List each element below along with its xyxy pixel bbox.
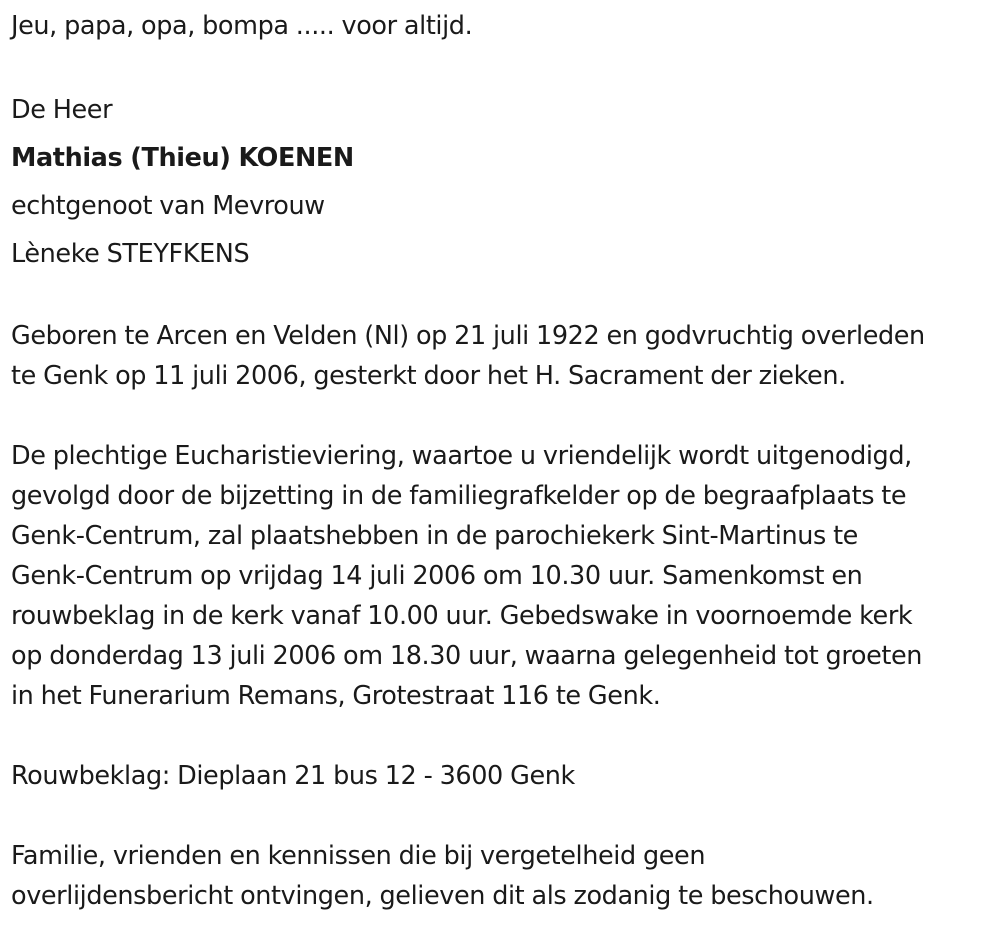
paragraph-line: te Genk op 11 juli 2006, gesterkt door het H. Sacrament der zieken. bbox=[11, 361, 846, 391]
spacer bbox=[11, 716, 996, 756]
spouse-prefix: echtgenoot van Mevrouw bbox=[11, 191, 325, 221]
paragraph-line: De plechtige Eucharistieviering, waartoe u vriendelijk wordt uitgenodigd, bbox=[11, 441, 912, 471]
paragraph-line: overlijdensbericht ontvingen, gelieven dit als zodanig te beschouwen. bbox=[11, 881, 874, 911]
paragraph-line: Geboren te Arcen en Velden (Nl) op 21 juli 1922 en godvruchtig overleden bbox=[11, 321, 925, 351]
paragraph-line: gevolgd door de bijzetting in de familiegrafkelder op de begraafplaats te bbox=[11, 481, 907, 511]
intro-line: Jeu, papa, opa, bompa ..... voor altijd. bbox=[11, 11, 473, 41]
paragraph-line: in het Funerarium Remans, Grotestraat 116 te Genk. bbox=[11, 681, 661, 711]
paragraph-line: op donderdag 13 juli 2006 om 18.30 uur, waarna gelegenheid tot groeten bbox=[11, 641, 923, 671]
paragraph-line: Familie, vrienden en kennissen die bij vergetelheid geen bbox=[11, 841, 706, 871]
condolence-address: Rouwbeklag: Dieplaan 21 bus 12 - 3600 Genk bbox=[11, 761, 575, 791]
spacer bbox=[11, 396, 996, 436]
spacer bbox=[11, 278, 996, 316]
spacer bbox=[11, 46, 996, 86]
obituary-document bbox=[11, 0, 996, 916]
ceremony-paragraph bbox=[11, 436, 996, 716]
spacer bbox=[11, 796, 996, 836]
deceased-name: Mathias (Thieu) KOENEN bbox=[11, 143, 354, 173]
paragraph-line: rouwbeklag in de kerk vanaf 10.00 uur. Gebedswake in voornoemde kerk bbox=[11, 601, 913, 631]
birth-death-paragraph bbox=[11, 316, 996, 396]
salutation: De Heer bbox=[11, 95, 113, 125]
closing-paragraph bbox=[11, 836, 996, 916]
paragraph-line: Genk-Centrum op vrijdag 14 juli 2006 om 10.30 uur. Samenkomst en bbox=[11, 561, 863, 591]
spouse-name: Lèneke STEYFKENS bbox=[11, 239, 250, 269]
deceased-header bbox=[11, 86, 996, 278]
paragraph-line: Genk-Centrum, zal plaatshebben in de parochiekerk Sint-Martinus te bbox=[11, 521, 858, 551]
